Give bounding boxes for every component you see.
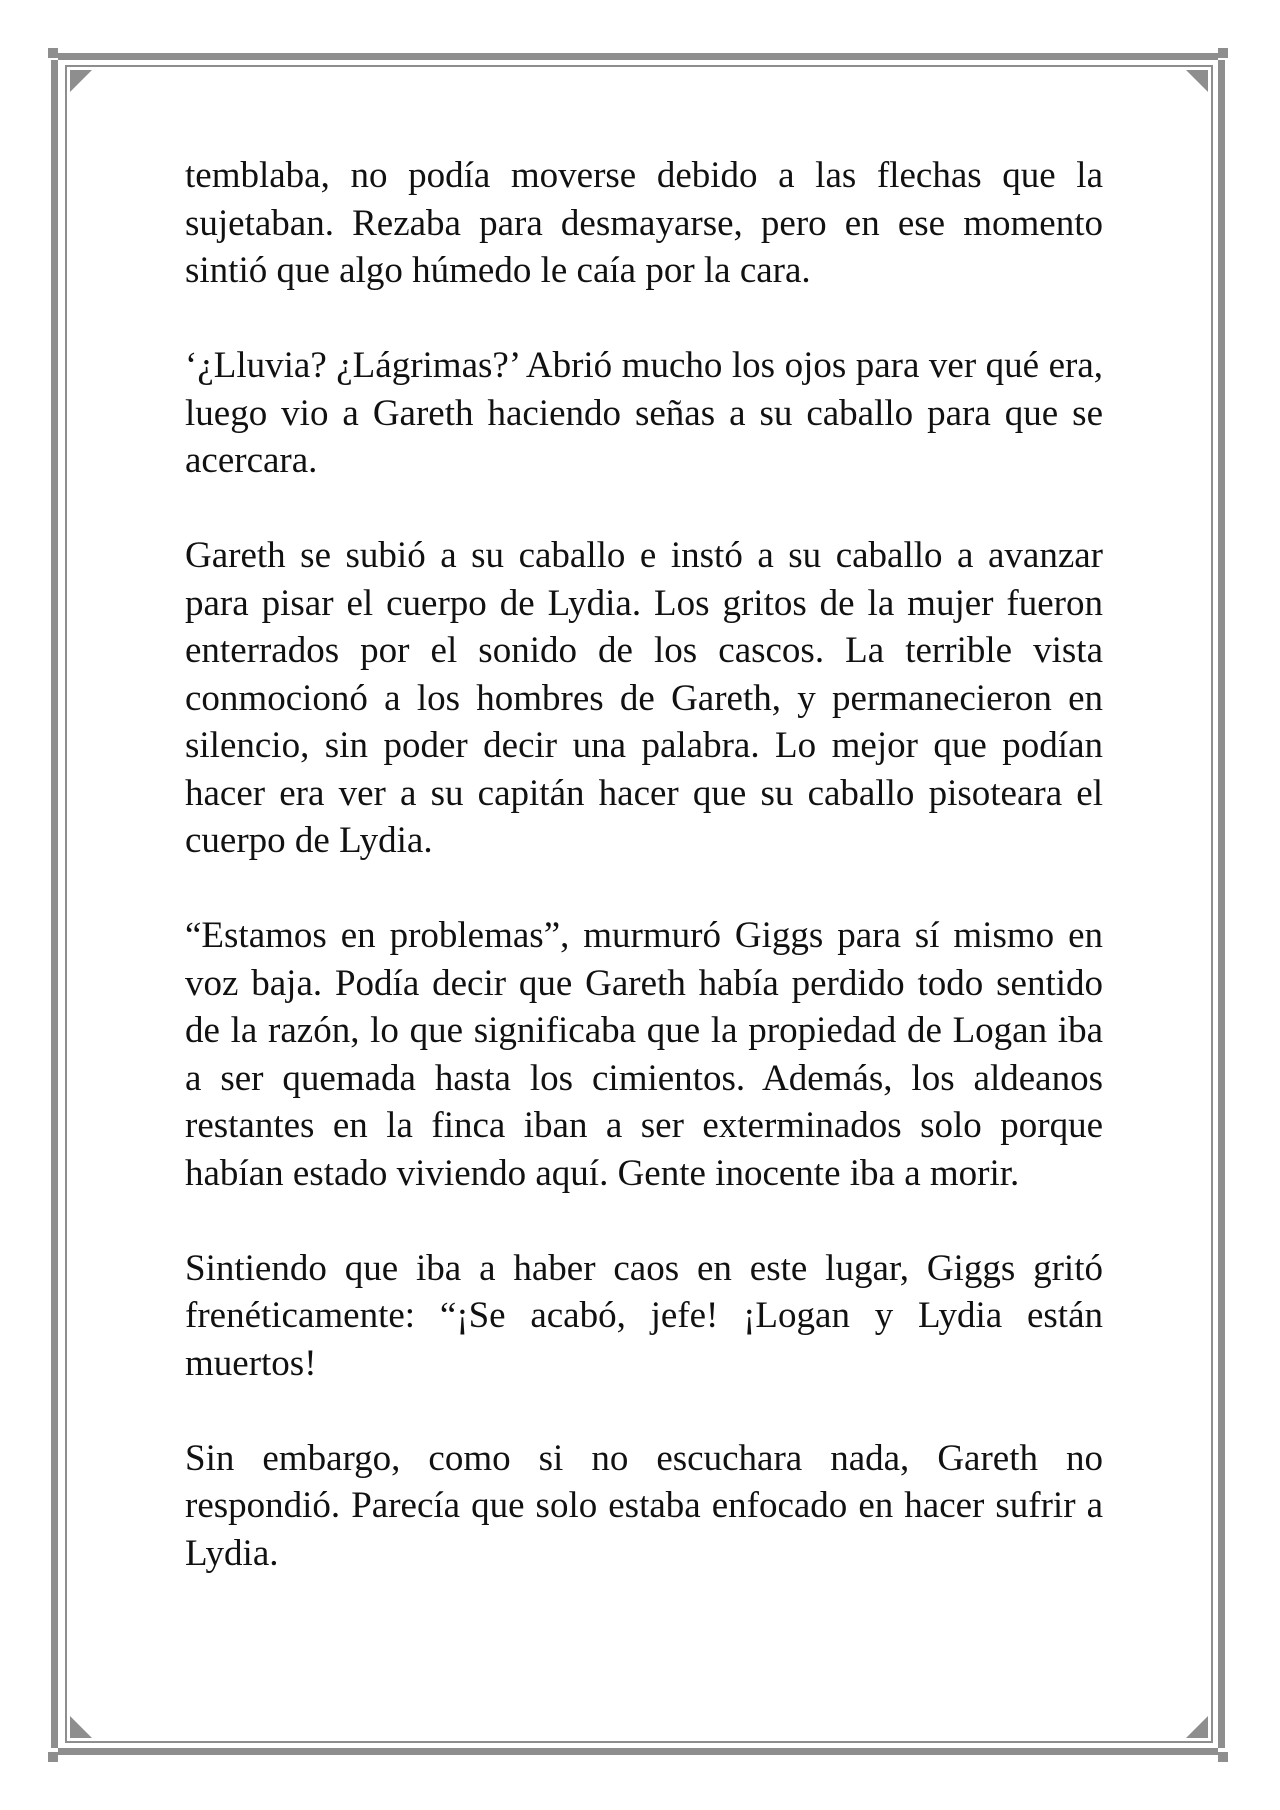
paragraph-1: temblaba, no podía moverse debido a las flechas que la sujetaban. Rezaba para desmayarse, pero en ese momento sintió que algo húmedo le caía por la cara. [185, 155, 1103, 291]
paragraph-2: ‘¿Lluvia? ¿Lágrimas?’ Abrió mucho los ojos para ver qué era, luego vio a Gareth haciendo señas a su caballo para que se acercara. [185, 345, 1103, 481]
paragraph-3: Gareth se subió a su caballo e instó a su caballo a avanzar para pisar el cuerpo de Lydia. Los gritos de la mujer fueron enterrados por el sonido de los cascos. La terrible vista conmocionó a los hombres de Gareth, y permanecieron en silencio, sin poder decir una palabra. Lo mejor que podían hacer era ver a su capitán hacer que su caballo pisoteara el cuerpo de Lydia. [185, 535, 1103, 861]
page-body-text [185, 152, 1103, 1625]
paragraph-5: Sintiendo que iba a haber caos en este lugar, Giggs gritó frenéticamente: “¡Se acabó, jefe! ¡Logan y Lydia están muertos! [185, 1247, 1103, 1384]
paragraph-4: “Estamos en problemas”, murmuró Giggs para sí mismo en voz baja. Podía decir que Gareth había perdido todo sentido de la razón, lo que significaba que la propiedad de Logan iba a ser quemada hasta los cimientos. Además, los aldeanos restantes en la finca iban a ser exterminados solo porque habían estado viviendo aquí. Gente inocente iba a morir. [185, 915, 1103, 1194]
paragraph-6: Sin embargo, como si no escuchara nada, Gareth no respondió. Parecía que solo estaba enfocado en hacer sufrir a Lydia. [185, 1437, 1103, 1574]
